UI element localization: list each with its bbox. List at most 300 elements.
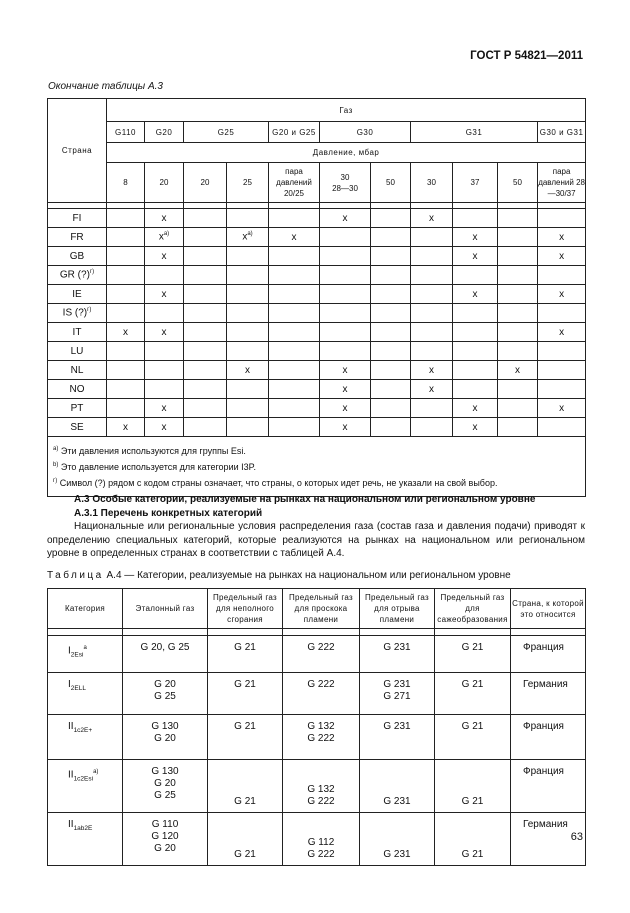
footnote-mark: а)	[247, 231, 253, 238]
incomplete-combustion-cell	[208, 813, 283, 866]
country-cell	[511, 760, 586, 813]
value-cell	[411, 228, 453, 247]
value-cell	[269, 323, 320, 342]
table-row	[48, 380, 586, 399]
footnote-mark: г)	[87, 307, 92, 314]
value-cell	[538, 247, 586, 266]
cell-text: G 21	[234, 642, 256, 653]
footnote-mark: г)	[89, 269, 95, 276]
cell-text: G 21	[461, 849, 484, 860]
caption-word: Таблица	[47, 570, 104, 581]
table-a3-footnotes	[48, 437, 586, 497]
cell-value: х	[291, 231, 297, 243]
country-code: LU	[70, 345, 84, 357]
value-cell	[453, 285, 498, 304]
column-header: Предельный газ для сажеобразования	[435, 589, 511, 629]
country-cell	[48, 380, 107, 399]
value-cell	[498, 361, 538, 380]
cell-line: G 231	[383, 721, 411, 732]
reference-gas-cell	[123, 636, 208, 673]
cell-text: G 21	[234, 721, 256, 732]
country-code: PT	[70, 402, 84, 414]
value-cell	[453, 380, 498, 399]
value-cell	[498, 399, 538, 418]
value-cell	[184, 323, 227, 342]
value-cell	[320, 209, 371, 228]
value-cell	[227, 228, 269, 247]
cell-line: G 222	[307, 642, 335, 653]
column-header: Страна, к которой это относится	[511, 589, 586, 629]
value-cell	[320, 304, 371, 323]
cell-line: G 132	[307, 784, 335, 795]
cell-line: G 222	[307, 849, 335, 860]
value-cell	[269, 361, 320, 380]
value-cell	[411, 304, 453, 323]
table-a4	[47, 588, 586, 866]
country-code: IE	[72, 288, 82, 300]
country-code: FI	[72, 212, 82, 224]
value-cell	[538, 266, 586, 285]
reference-gas-cell	[123, 760, 208, 813]
cell-text: Франция	[523, 766, 564, 777]
table-row	[48, 228, 586, 247]
light-back-cell	[283, 673, 360, 715]
cell-value: х	[161, 326, 167, 338]
gas-group: G30	[320, 122, 411, 143]
cell-value: х	[161, 250, 167, 262]
cell-text: G 21	[234, 679, 256, 690]
table-row	[48, 361, 586, 380]
pressure-value: 8	[107, 163, 145, 203]
gas-group: G110	[107, 122, 145, 143]
table-row	[48, 247, 586, 266]
cell-text: G 21	[234, 796, 256, 807]
cell-value: х	[342, 402, 348, 414]
value-cell	[498, 380, 538, 399]
country-cell	[48, 304, 107, 323]
value-cell	[320, 285, 371, 304]
country-cell	[48, 247, 107, 266]
value-cell	[498, 304, 538, 323]
country-code: NL	[70, 364, 84, 376]
value-cell	[371, 361, 411, 380]
light-back-cell	[283, 636, 360, 673]
category-sub: 2ELL	[70, 685, 86, 692]
pressure-value: пара давлений 20/25	[269, 163, 320, 203]
country-code: GB	[69, 250, 85, 262]
table-row	[48, 418, 586, 437]
value-cell	[371, 266, 411, 285]
country-cell	[48, 342, 107, 361]
country-code: NO	[69, 383, 85, 395]
value-cell	[107, 304, 145, 323]
table-row	[48, 266, 586, 285]
column-header: Категория	[48, 589, 123, 629]
footnote-mark: а)	[53, 446, 59, 452]
value-cell	[145, 247, 184, 266]
cell-line: G 130	[151, 766, 179, 777]
cell-value: х	[342, 383, 348, 395]
column-header: Эталонный газ	[123, 589, 208, 629]
column-header: Предельный газ для проскока пламени	[283, 589, 360, 629]
value-cell	[107, 418, 145, 437]
country-cell	[48, 228, 107, 247]
pressure-value: 30	[411, 163, 453, 203]
value-cell	[320, 323, 371, 342]
cell-value: х	[559, 250, 565, 262]
country-cell	[511, 673, 586, 715]
value-cell	[371, 399, 411, 418]
cell-value: х	[161, 402, 167, 414]
sooting-cell	[435, 673, 511, 715]
value-cell	[145, 361, 184, 380]
value-cell	[453, 247, 498, 266]
value-cell	[145, 266, 184, 285]
value-cell	[411, 247, 453, 266]
value-cell	[320, 399, 371, 418]
value-cell	[538, 304, 586, 323]
value-cell	[184, 304, 227, 323]
value-cell	[107, 285, 145, 304]
value-cell	[453, 209, 498, 228]
country-code: FR	[70, 231, 84, 243]
value-cell	[371, 323, 411, 342]
cell-line: G 110	[151, 819, 179, 830]
value-cell	[269, 399, 320, 418]
value-cell	[269, 266, 320, 285]
cell-value: х	[123, 326, 128, 338]
cell-line: G 120	[151, 831, 179, 842]
value-cell	[453, 342, 498, 361]
value-cell	[184, 247, 227, 266]
value-cell	[498, 209, 538, 228]
value-cell	[227, 342, 269, 361]
gas-group: G30 и G31	[538, 122, 586, 143]
cell-value: х	[342, 212, 348, 224]
reference-gas-cell	[123, 673, 208, 715]
reference-gas-cell	[123, 813, 208, 866]
value-cell	[184, 399, 227, 418]
table-a3-body	[48, 209, 586, 437]
country-cell	[48, 209, 107, 228]
value-cell	[145, 399, 184, 418]
value-cell	[371, 304, 411, 323]
table-row	[48, 760, 586, 813]
incomplete-combustion-cell	[208, 760, 283, 813]
value-cell	[269, 418, 320, 437]
table-row	[48, 304, 586, 323]
country-header: Страна	[48, 99, 107, 203]
value-cell	[184, 342, 227, 361]
sooting-cell	[435, 760, 511, 813]
cell-value: х	[342, 421, 348, 433]
lift-off-cell	[360, 636, 435, 673]
category-main: I	[68, 679, 71, 690]
lift-off-cell	[360, 673, 435, 715]
country-cell	[48, 323, 107, 342]
cell-line: G 231	[383, 796, 411, 807]
pressure-value: пара давлений 28—30/37	[538, 163, 586, 203]
value-cell	[107, 361, 145, 380]
pressure-value: 25	[227, 163, 269, 203]
value-cell	[411, 418, 453, 437]
footnote	[53, 474, 580, 490]
sooting-cell	[435, 813, 511, 866]
country-cell	[48, 399, 107, 418]
category-main: II	[68, 721, 74, 732]
column-header: Предельный газ для отрыва пламени	[360, 589, 435, 629]
country-code: IS (?)	[62, 307, 88, 319]
value-cell	[184, 228, 227, 247]
table-row	[48, 715, 586, 760]
value-cell	[107, 247, 145, 266]
value-cell	[371, 285, 411, 304]
value-cell	[371, 209, 411, 228]
incomplete-combustion-cell	[208, 715, 283, 760]
value-cell	[227, 209, 269, 228]
cell-value: х	[472, 288, 478, 300]
footnote-mark: b)	[53, 462, 59, 468]
cell-value: х	[429, 212, 434, 224]
category-sub: 1ab2E	[73, 825, 93, 832]
cell-text: Германия	[523, 819, 568, 830]
cell-line: G 222	[307, 796, 335, 807]
sooting-cell	[435, 715, 511, 760]
value-cell	[411, 399, 453, 418]
cell-value: х	[429, 364, 434, 376]
value-cell	[411, 361, 453, 380]
cell-value: х	[342, 364, 348, 376]
pressure-value: 20	[145, 163, 184, 203]
value-cell	[269, 304, 320, 323]
pressure-bottom: 28—30	[332, 183, 358, 193]
value-cell	[453, 361, 498, 380]
category-cell	[48, 760, 123, 813]
cell-text: Франция	[523, 721, 564, 732]
cell-text: Германия	[523, 679, 568, 690]
cell-text: G 21	[461, 796, 484, 807]
category-cell	[48, 813, 123, 866]
section-paragraph	[47, 520, 585, 561]
table-row	[48, 813, 586, 866]
value-cell	[453, 228, 498, 247]
cell-line: G 231	[383, 679, 411, 690]
value-cell	[320, 228, 371, 247]
gas-group: G20	[145, 122, 184, 143]
cell-text: G 21	[234, 849, 256, 860]
country-code: IT	[72, 326, 82, 338]
table-row	[48, 636, 586, 673]
value-cell	[184, 418, 227, 437]
cell-line: G 20	[154, 843, 176, 854]
reference-gas-cell	[123, 715, 208, 760]
cell-line: G 20	[154, 733, 176, 744]
incomplete-combustion-cell	[208, 636, 283, 673]
pressure-header: Давление, мбар	[107, 143, 586, 163]
cell-line: G 20	[154, 679, 176, 690]
value-cell	[145, 342, 184, 361]
value-cell	[538, 285, 586, 304]
value-cell	[498, 418, 538, 437]
value-cell	[498, 247, 538, 266]
footnote-text: Эти давления используются для группы Esi.	[60, 446, 246, 456]
value-cell	[145, 418, 184, 437]
value-cell	[227, 247, 269, 266]
cell-value: х	[245, 364, 250, 376]
table-a3	[47, 98, 586, 497]
value-cell	[269, 342, 320, 361]
cell-line: G 222	[307, 679, 335, 690]
cell-value: х	[515, 364, 520, 376]
category-sub: 1c2Esi	[73, 775, 94, 783]
value-cell	[107, 323, 145, 342]
pressure-value: 37	[453, 163, 498, 203]
value-cell	[498, 266, 538, 285]
cell-line: G 231	[383, 642, 411, 653]
page-number: 63	[570, 831, 583, 843]
pressure-value	[320, 163, 371, 203]
value-cell	[411, 209, 453, 228]
pressure-value: 20	[184, 163, 227, 203]
value-cell	[538, 418, 586, 437]
table-row	[48, 323, 586, 342]
cell-value: х	[158, 231, 164, 243]
value-cell	[320, 266, 371, 285]
value-cell	[107, 209, 145, 228]
footnote-text: Символ (?) рядом с кодом страны означает, что страны, о которых идет речь, не указали на свой выбор.	[59, 478, 498, 488]
paragraph-text: Национальные или региональные условия распределения газа (состав газа и давления подачи) приводят к определению специальных категорий, которые реализуются на рынках на национальном или региональном уровне в определенных странах в соответствии с таблицей А.4.	[47, 521, 585, 559]
country-code: SE	[70, 421, 84, 433]
value-cell	[184, 266, 227, 285]
value-cell	[320, 247, 371, 266]
cell-line: G 271	[383, 691, 411, 702]
value-cell	[145, 380, 184, 399]
value-cell	[107, 380, 145, 399]
cell-value: х	[559, 326, 565, 338]
value-cell	[453, 399, 498, 418]
value-cell	[538, 342, 586, 361]
value-cell	[145, 228, 184, 247]
cell-text: Франция	[523, 642, 564, 653]
footnote-text: Это давление используется для категории I3P.	[60, 462, 256, 472]
cell-value: х	[559, 288, 565, 300]
value-cell	[227, 323, 269, 342]
category-sup: a)	[93, 769, 99, 775]
section-subheading: А.3.1 Перечень конкретных категорий	[74, 508, 263, 519]
table-row	[48, 342, 586, 361]
table-row	[48, 399, 586, 418]
footnote	[53, 458, 580, 474]
country-cell	[48, 266, 107, 285]
value-cell	[269, 285, 320, 304]
value-cell	[184, 380, 227, 399]
value-cell	[184, 209, 227, 228]
cell-line: G 130	[151, 721, 179, 732]
cell-line: G 25	[154, 691, 176, 702]
category-main: II	[68, 769, 74, 781]
caption-rest: А.4 — Категории, реализуемые на рынках на национальном или региональном уровне	[106, 570, 511, 581]
pressure-value: 50	[371, 163, 411, 203]
standard-id: ГОСТ Р 54821—2011	[470, 50, 583, 62]
value-cell	[498, 285, 538, 304]
category-sub: 2Esi	[70, 651, 84, 659]
gas-group: G25	[184, 122, 269, 143]
cell-value: х	[161, 212, 167, 224]
table-a3-caption: Окончание таблицы А.3	[48, 81, 163, 92]
cell-value: х	[161, 288, 167, 300]
cell-value: х	[559, 402, 565, 414]
value-cell	[107, 342, 145, 361]
gas-header: Газ	[107, 99, 586, 122]
value-cell	[227, 380, 269, 399]
value-cell	[371, 247, 411, 266]
table-row	[48, 209, 586, 228]
cell-line: G 231	[383, 849, 411, 860]
cell-text: G 21	[461, 721, 484, 732]
value-cell	[184, 361, 227, 380]
cell-value: х	[123, 421, 128, 433]
value-cell	[498, 342, 538, 361]
value-cell	[145, 323, 184, 342]
column-header: Предельный газ для неполного сгорания	[208, 589, 283, 629]
lift-off-cell	[360, 715, 435, 760]
value-cell	[371, 418, 411, 437]
pressure-top: 30	[340, 172, 350, 182]
footnote	[53, 442, 580, 458]
light-back-cell	[283, 813, 360, 866]
value-cell	[107, 266, 145, 285]
cell-value: х	[429, 383, 434, 395]
value-cell	[269, 380, 320, 399]
value-cell	[538, 361, 586, 380]
value-cell	[498, 228, 538, 247]
value-cell	[453, 266, 498, 285]
value-cell	[538, 380, 586, 399]
value-cell	[371, 342, 411, 361]
value-cell	[320, 342, 371, 361]
value-cell	[145, 304, 184, 323]
cell-line: G 20, G 25	[140, 642, 190, 653]
country-cell	[48, 285, 107, 304]
value-cell	[107, 228, 145, 247]
table-a4-body	[48, 636, 586, 866]
value-cell	[371, 380, 411, 399]
country-code: GR (?)	[59, 269, 90, 281]
cell-line: G 25	[154, 790, 176, 801]
sooting-cell	[435, 636, 511, 673]
value-cell	[371, 228, 411, 247]
value-cell	[411, 323, 453, 342]
value-cell	[269, 209, 320, 228]
value-cell	[227, 418, 269, 437]
incomplete-combustion-cell	[208, 673, 283, 715]
value-cell	[269, 228, 320, 247]
category-sup: a	[83, 645, 87, 651]
value-cell	[227, 304, 269, 323]
value-cell	[145, 285, 184, 304]
value-cell	[538, 228, 586, 247]
value-cell	[538, 323, 586, 342]
value-cell	[227, 266, 269, 285]
category-sub: 1c2E+	[73, 727, 93, 734]
cell-value: х	[472, 231, 478, 243]
light-back-cell	[283, 715, 360, 760]
table-a4-caption	[47, 570, 511, 581]
gas-group: G20 и G25	[269, 122, 320, 143]
country-cell	[48, 418, 107, 437]
country-cell	[511, 715, 586, 760]
footnote-mark: а)	[163, 231, 170, 238]
